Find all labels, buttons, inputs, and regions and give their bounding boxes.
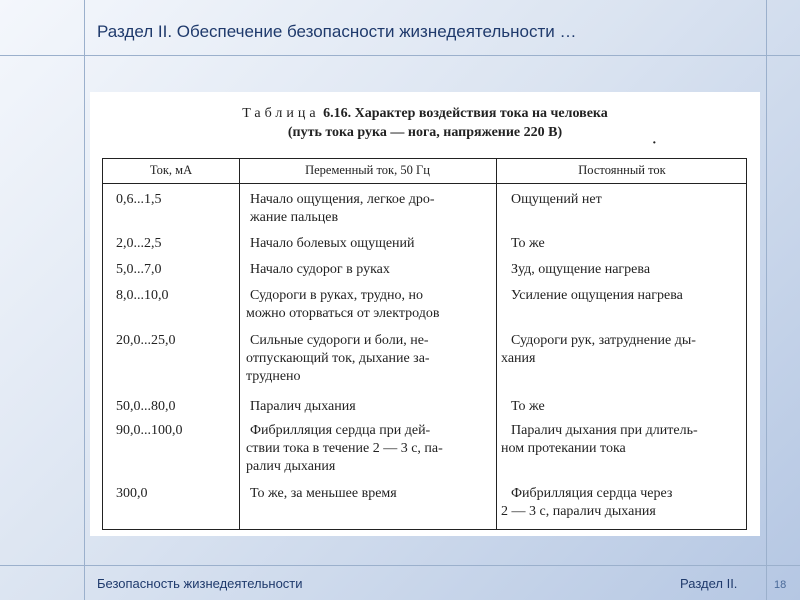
current-cell: 8,0...10,0	[116, 288, 169, 303]
frame-line-left	[84, 0, 85, 600]
data-table	[102, 158, 747, 530]
dc-cell-line: Фибрилляция сердца через	[511, 486, 673, 501]
current-cell: 2,0...2,5	[116, 236, 162, 251]
table-caption	[90, 106, 760, 122]
current-cell: 0,6...1,5	[116, 192, 162, 207]
current-cell: 300,0	[116, 486, 148, 501]
scan-speck: ·	[652, 136, 657, 151]
dc-cell-line: 2 — 3 с, паралич дыхания	[501, 504, 656, 519]
column-divider-1	[239, 159, 240, 529]
caption-label: Таблица	[242, 106, 320, 121]
dc-cell-line: Паралич дыхания при длитель-	[511, 423, 698, 438]
ac-cell-line: жание пальцев	[250, 210, 339, 225]
header-current: Ток, мА	[149, 163, 193, 177]
frame-line-right	[766, 0, 767, 600]
ac-cell-line: Сильные судороги и боли, не-	[250, 333, 429, 348]
header-ac: Переменный ток, 50 Гц	[305, 163, 430, 177]
ac-cell-line: ствии тока в течение 2 — 3 с, па-	[246, 441, 443, 456]
current-cell: 90,0...100,0	[116, 423, 183, 438]
dc-cell-line: Зуд, ощущение нагрева	[511, 262, 651, 277]
slide-title: Раздел II. Обеспечение безопасности жизнедеятельности …	[97, 22, 577, 41]
dc-cell-line: То же	[511, 399, 545, 414]
dc-cell-line: ном протекании тока	[501, 441, 626, 456]
footer-section: Раздел II.	[680, 576, 738, 591]
current-cell: 5,0...7,0	[116, 262, 162, 277]
page-number: 18	[774, 579, 787, 591]
ac-cell-line: Начало болевых ощущений	[250, 236, 415, 251]
ac-cell-line: Судороги в руках, трудно, но	[250, 288, 424, 303]
ac-cell-line: Фибрилляция сердца при дей-	[250, 423, 431, 438]
caption-title: Характер воздействия тока на человека	[354, 106, 608, 121]
dc-cell-line: То же	[511, 236, 545, 251]
dc-cell-line: Судороги рук, затруднение ды-	[511, 333, 696, 348]
ac-cell-line: труднено	[246, 369, 301, 384]
footer-course-name: Безопасность жизнедеятельности	[97, 576, 303, 591]
dc-cell-line: Усиление ощущения нагрева	[511, 288, 683, 303]
caption-number: 6.16.	[323, 106, 352, 121]
header-dc: Постоянный ток	[578, 163, 666, 177]
ac-cell-line: Паралич дыхания	[250, 399, 356, 414]
frame-line-bottom	[0, 565, 800, 566]
current-cell: 50,0...80,0	[116, 399, 176, 414]
ac-cell-line: ралич дыхания	[246, 459, 336, 474]
caption-subtitle: (путь тока рука — нога, напряжение 220 В)	[287, 125, 563, 140]
table-header-row	[103, 159, 746, 184]
ac-cell-line: Начало ощущения, легкое дро-	[250, 192, 435, 207]
dc-cell-line: хания	[501, 351, 536, 366]
table-image	[90, 92, 760, 536]
ac-cell-line: Начало судорог в руках	[250, 262, 390, 277]
ac-cell-line: можно оторваться от электродов	[246, 306, 440, 321]
frame-line-top	[0, 55, 800, 56]
ac-cell-line: То же, за меньшее время	[250, 486, 397, 501]
ac-cell-line: отпускающий ток, дыхание за-	[246, 351, 430, 366]
column-divider-2	[496, 159, 497, 529]
current-cell: 20,0...25,0	[116, 333, 176, 348]
dc-cell-line: Ощущений нет	[511, 192, 602, 207]
